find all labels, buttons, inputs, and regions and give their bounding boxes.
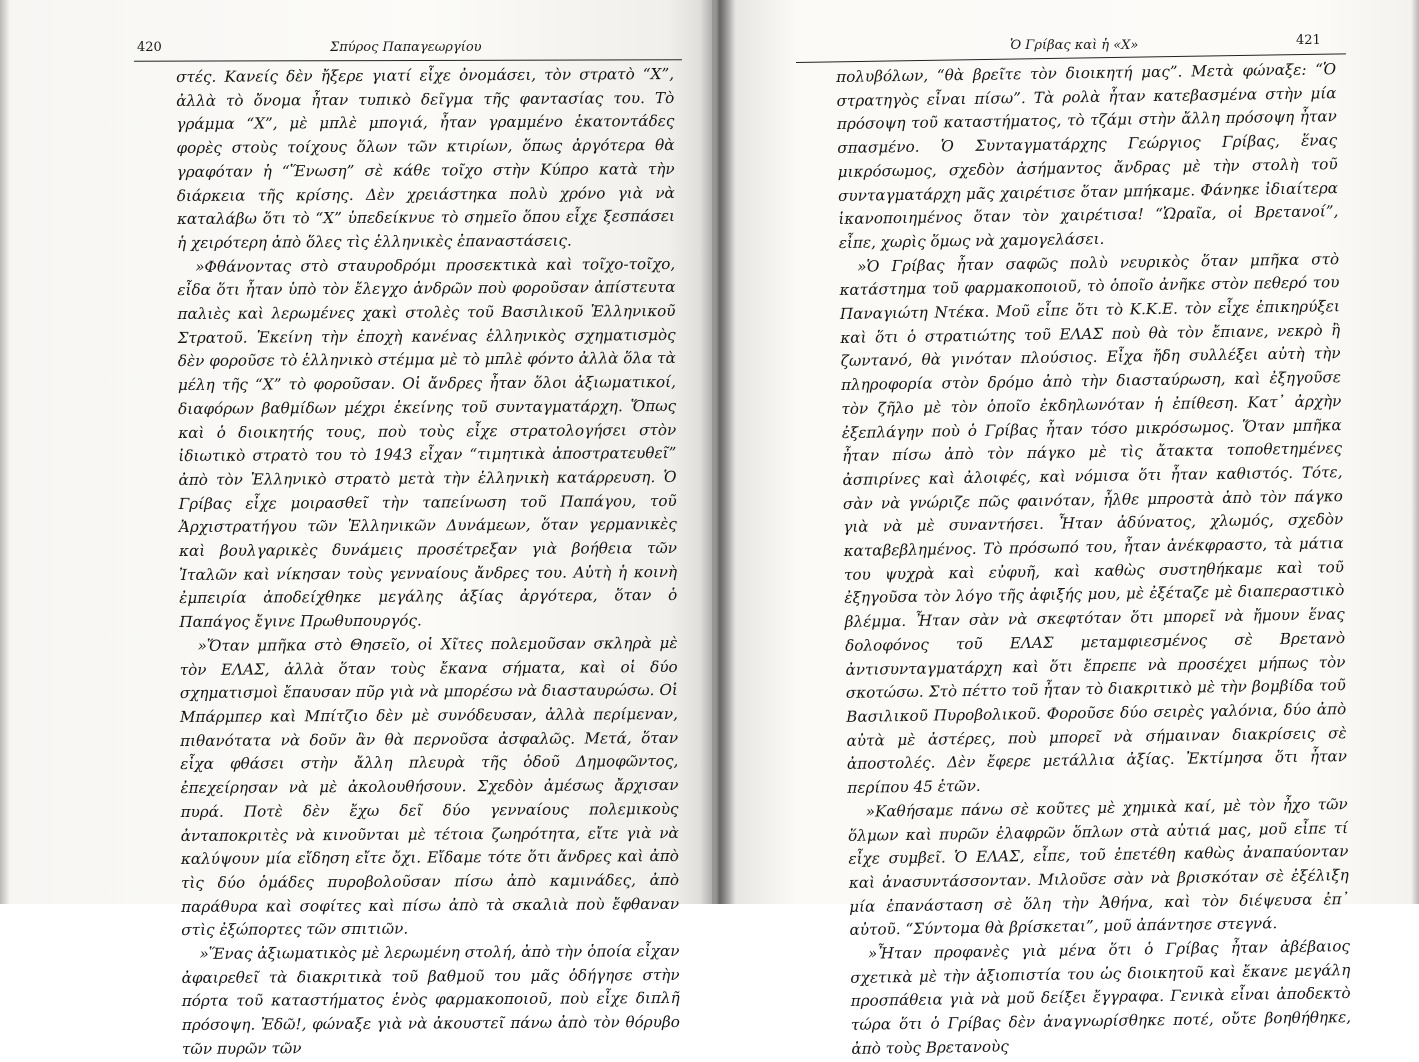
left-running-head: Σπύρος Παπαγεωργίου <box>330 40 482 55</box>
paragraph: πολυβόλων, “θὰ βρεῖτε τὸν διοικητή μας”. Μετὰ φώναξε: “Ὁ στρατηγὸς εἶναι πίσω”. Τὰ ρολὰ ἦταν κατεβασμένα στὴν μία πρόσοψη τοῦ καταστήματος, τὸ τζάμι στὴν ἄλλη πρόσοψη ἦταν σπασμένο. Ὁ Συνταγματάρχης Γεώργιος Γρίβας, ἕνας μικρόσωμος, σχεδὸν ἀσήμαντος ἄνδρας μὲ τὴν στολὴ τοῦ συνταγματάρχη μᾶς χαιρέτισε ὅταν μπήκαμε. Φάνηκε ἰδιαίτερα ἱκανοποιημένος ὅταν τὸν χαιρέτισα! “Ὡραῖα, οἱ Βρετανοί”, εἶπε, χωρὶς ὅμως νὰ χαμογελάσει. <box>836 60 1339 252</box>
paragraph: »Ἦταν προφανὲς γιὰ μένα ὅτι ὁ Γρίβας ἦταν ἀβέβαιος σχετικὰ μὲ τὴν ἀξιοπιστία του ὡς διοικητοῦ καὶ ἔκανε μεγάλη προσπάθεια γιὰ νὰ μοῦ δείξει ἔγγραφα. Γενικὰ εἶναι ἀποδεκτὸ τώρα ὅτι ὁ Γρίβας δὲν ἀναγνωρίσθηκε ποτέ, οὔτε βοηθήθηκε, ἀπὸ τοὺς Βρετανοὺς <box>850 937 1352 1058</box>
paragraph: »Καθήσαμε πάνω σὲ κοῦτες μὲ χημικὰ καί, μὲ τὸν ἦχο τῶν ὅλμων καὶ πυρῶν ἐλαφρῶν ὅπλων στὰ αὐτιά μας, μοῦ εἶπε τί εἶχε συμβεῖ. Ὁ ΕΛΑΣ, εἶπε, τοῦ ἐπετέθη καθὼς ἀναπαύονταν καὶ ἀνασυντάσσονταν. Μιλοῦσε σὰν νὰ βρισκόταν σὲ ἐξέλιξη μία ἐπανάσταση σὲ ὅλη τὴν Ἀθήνα, καὶ τὸν διέψευσα ἐπ᾽ αὐτοῦ. “Σύντομα θὰ βρίσκεται”, μοῦ ἀπάντησε στεγνά. <box>847 794 1350 940</box>
paragraph: »Ἕνας ἀξιωματικὸς μὲ λερωμένη στολή, ἀπὸ τὴν ὁποία εἶχαν ἀφαιρεθεῖ τὰ διακριτικὰ τοῦ βαθμοῦ του μᾶς ὁδήγησε στὴν πόρτα τοῦ καταστήματος ἑνὸς φαρμακοποιοῦ, ποὺ εἶχε διπλῆ πρόσοψη. Ἐδῶ!, φώναξε γιὰ νὰ ἀκουστεῖ πάνω ἀπὸ τὸν θόρυβο τῶν πυρῶν τῶν <box>181 941 680 1058</box>
right-page-body <box>836 58 1352 1061</box>
left-page-number: 420 <box>137 40 162 55</box>
page-edge-shadow <box>1411 0 1419 904</box>
paragraph: »Φθάνοντας στὸ σταυροδρόμι προσεκτικὰ καὶ τοῖχο-τοῖχο, εἶδα ὅτι ἦταν ὑπὸ τὸν ἔλεγχο ἀνδρῶν ποὺ φοροῦσαν ἀπίστευτα παλιὲς καὶ λερωμένες χακὶ στολὲς τοῦ Βασιλικοῦ Ἑλληνικοῦ Στρατοῦ. Ἐκείνη τὴν ἐποχὴ κανένας ἑλληνικὸς σχηματισμὸς δὲν φοροῦσε τὸ ἑλληνικὸ στέμμα μὲ τὸ μπλὲ φόντο ἀλλὰ ὅλα τὰ μέλη τῆς “Χ” τὸ φοροῦσαν. Οἱ ἄνδρες ἦταν ὅλοι ἀξιωματικοί, διαφόρων βαθμίδων μέχρι ἐκείνης τοῦ συνταγματάρχη. Ὅπως καὶ ὁ διοικητής τους, ποὺ τοὺς εἶχε στρατολογήσει στὸν ἰδιωτικὸ στρατὸ του τὸ 1943 εἶχαν “τιμητικὰ ἀποστρατευθεῖ” ἀπὸ τὸν Ἑλληνικὸ στρατὸ μετὰ τὴν ἑλληνικὴ κατάρρευση. Ὁ Γρίβας εἶχε μοιρασθεῖ τὴν ταπείνωση τοῦ Παπάγου, τοῦ Ἀρχιστρατήγου τῶν Ἑλληνικῶν Δυνάμεων, ὅταν γερμανικὲς καὶ βουλγαρικὲς δυνάμεις προσέτρεξαν γιὰ βοήθεια τῶν Ἰταλῶν καὶ νίκησαν τοὺς γενναίους ἄνδρες του. Αὐτὴ ἡ κοινὴ ἐμπειρία ἀποδείχθηκε μεγάλης ἀξίας ἀργότερα, ὅταν ὁ Παπάγος ἔγινε Πρωθυπουργός. <box>177 254 678 632</box>
paragraph: στές. Κανείς δὲν ἤξερε γιατί εἶχε ὀνομάσει, τὸν στρατὸ “Χ”, ἀλλὰ τὸ ὄνομα ἦταν τυπικὸ δεῖγμα τῆς φαντασίας του. Τὸ γράμμα “Χ”, μὲ μπλὲ μπογιά, ἦταν γραμμένο ἑκατοντάδες φορὲς στοὺς τοίχους ὅλων τῶν κτιρίων, ὅπως ἀργότερα θὰ γραφόταν ἡ “Ἕνωση” σὲ κάθε τοῖχο στὴν Κύπρο κατὰ τὴν διάρκεια τῆς κρίσης. Δὲν χρειάστηκα πολὺ χρόνο γιὰ νὰ καταλάβω ὅτι τὸ “Χ” ὑπεδείκνυε τὸ σημεῖο ὅπου εἶχε ξεσπάσει ἡ χειρότερη ἀπὸ ὅλες τὶς ἑλληνικὲς ἐπαναστάσεις. <box>176 64 675 252</box>
page-edge-shadow <box>0 0 10 904</box>
right-page-number: 421 <box>1296 33 1321 48</box>
paragraph: »Ὁ Γρίβας ἦταν σαφῶς πολὺ νευρικὸς ὅταν μπῆκα στὸ κατάστημα τοῦ φαρμακοποιοῦ, τὸ ὁποῖο ἀνῆκε στὸν πεθερό του Παναγιώτη Ντέκα. Μοῦ εἶπε ὅτι τὸ Κ.Κ.Ε. τὸν εἶχε ἐπικηρύξει καὶ ὅτι ὁ στρατιώτης τοῦ ΕΛΑΣ ποὺ θὰ τὸν ἔπιανε, νεκρὸ ἢ ζωντανό, θὰ γινόταν πλούσιος. Εἶχα ἤδη συλλέξει αὐτὴ τὴν πληροφορία στὸν δρόμο ἀπὸ τὴν διασταύρωση, καὶ ἐξηγοῦσε τὸν ζῆλο μὲ τὸν ὁποῖο ἐκδηλωνόταν ἡ ἐπίθεση. Κατ᾽ ἀρχὴν ἐξεπλάγην ποὺ ὁ Γρίβας ἦταν τόσο μικρόσωμος. Ὅταν μπῆκα ἦταν πίσω ἀπὸ τὸν πάγκο μὲ τὶς ἄτακτα τοποθετημένες ἀσπιρίνες καὶ ἀλοιφές, καὶ νόμισα ὅτι ἦταν καθιστός. Τότε, σὰν νὰ γνώριζε πῶς φαινόταν, ἦλθε μπροστὰ ἀπὸ τὸν πάγκο γιὰ νὰ μὲ συναντήσει. Ἦταν ἀδύνατος, χλωμός, σχεδὸν καταβεβλημένος. Τὸ πρόσωπό του, ἦταν ἀνέκφραστο, τὰ μάτια του ψυχρὰ καὶ εὐφυῆ, καὶ καθὼς συστηθήκαμε καὶ τοῦ ἐξηγοῦσα τὸν λόγο τῆς ἀφιξής μου, μὲ ἐξέταζε μὲ διαπεραστικὸ βλέμμα. Ἦταν σὰν νὰ σκεφτόταν ὅτι μπορεῖ νὰ ἤμουν ἕνας δολοφόνος τοῦ ΕΛΑΣ μεταμφιεσμένος σὲ Βρετανὸ ἀντισυνταγματάρχη καὶ ὅτι ἔπρεπε νὰ προσέχει μήπως τὸν σκοτώσω. Στὸ πέττο τοῦ ἦταν τὸ διακριτικὸ μὲ τὴν βομβίδα τοῦ Βασιλικοῦ Πυροβολικοῦ. Φοροῦσε δύο σειρὲς γαλόνια, δύο ἀπὸ αὐτὰ μὲ ἀστέρες, ποὺ μπορεῖ νὰ σήμαιναν διακρίσεις σὲ ἀποστολές. Δὲν ἔφερε μετάλλια ἀξίας. Ἐκτίμησα ὅτι ἦταν περίπου 45 ἐτῶν. <box>839 249 1348 798</box>
paragraph: »Ὅταν μπῆκα στὸ Θησεῖο, οἱ Χῖτες πολεμοῦσαν σκληρὰ μὲ τὸν ΕΛΑΣ, ἀλλὰ ὅταν τοὺς ἔκανα σήματα, καὶ οἱ δύο σχηματισμοὶ ἔπαυσαν πῦρ γιὰ νὰ μπορέσω νὰ διασταυρώσω. Οἱ Μπάρμπερ καὶ Μπίτζιο δὲν μὲ συνόδευσαν, ἀλλὰ περίμεναν, πιθανότατα νὰ δοῦν ἂν θὰ περνοῦσα ἀσφαλῶς. Μετά, ὅταν εἶχα φθάσει στὴν ἄλλη πλευρὰ τῆς ὁδοῦ Δημοφῶντος, ἐπεχείρησαν νὰ μὲ ἀκολουθήσουν. Σχεδὸν ἀμέσως ἄρχισαν πυρά. Ποτὲ δὲν ἔχω δεῖ δύο γενναίους πολεμικοὺς ἀνταποκριτὲς νὰ κινοῦνται μὲ τέτοια ζωηρότητα, εἴτε γιὰ νὰ καλύψουν μία εἴδηση εἴτε ὄχι. Εἴδαμε τότε ὅτι ἄνδρες καὶ ἀπὸ τὶς δύο ὁμάδες πυροβολοῦσαν πίσω ἀπὸ καμινάδες, ἀπὸ παράθυρα καὶ σοφίτες καὶ πίσω ἀπὸ τὰ σκαλιὰ ποὺ ἔφθαναν στὶς ἐξώπορτες τῶν σπιτιῶν. <box>179 633 680 940</box>
left-page-body <box>176 63 680 1062</box>
right-running-head: Ὁ Γρίβας καὶ ἡ «Χ» <box>1010 38 1139 53</box>
